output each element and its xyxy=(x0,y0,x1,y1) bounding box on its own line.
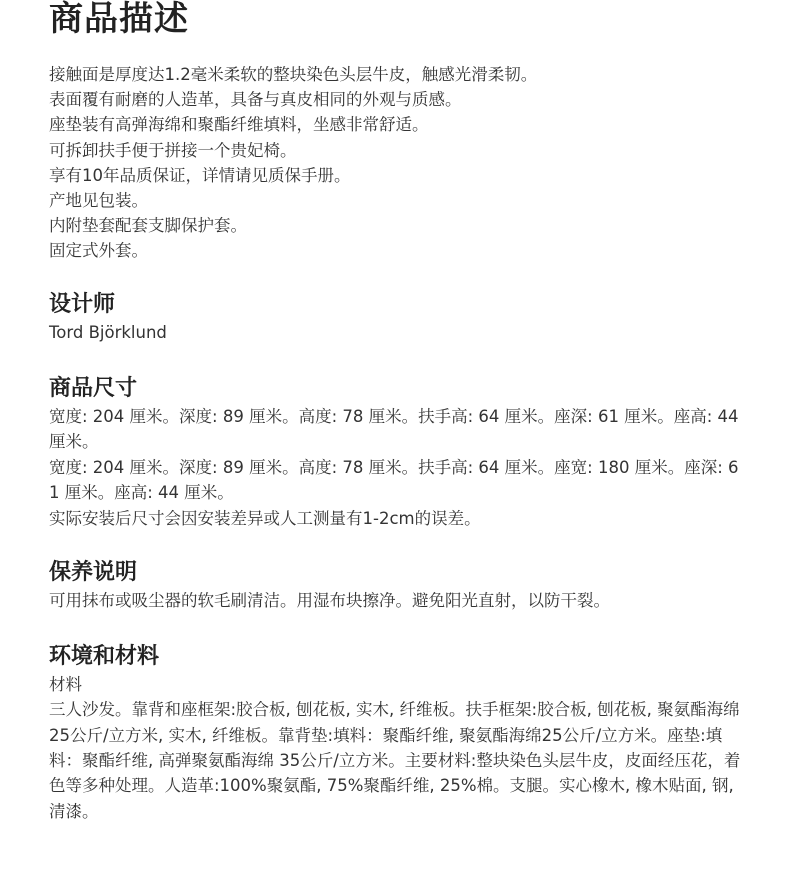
dimensions-entry: 宽度: 204 厘米。深度: 89 厘米。高度: 78 厘米。扶手高: 64 厘米。座深: 61 厘米。座高: 44 厘米。 xyxy=(49,407,739,452)
materials-subheading: 材料 xyxy=(49,675,82,694)
care-heading: 保养说明 xyxy=(49,560,138,585)
description-line: 接触面是厚度达1.2毫米柔软的整块染色头层牛皮，触感光滑柔韧。 xyxy=(49,65,538,84)
page-title: 商品描述 xyxy=(49,0,189,39)
description-line: 可拆卸扶手便于拼接一个贵妃椅。 xyxy=(49,140,297,160)
care-section xyxy=(49,558,744,613)
designer-heading: 设计师 xyxy=(49,292,116,317)
care-text: 可用抹布或吸尘器的软毛刷清洁。用湿布块擦净。避免阳光直射，以防干裂。 xyxy=(49,591,610,610)
description-line: 座垫装有高弹海绵和聚酯纤维填料，坐感非常舒适。 xyxy=(49,115,429,135)
dimensions-heading: 商品尺寸 xyxy=(49,376,138,401)
designer-section xyxy=(49,290,744,345)
dimensions-entry: 宽度: 204 厘米。深度: 89 厘米。高度: 78 厘米。扶手高: 64 厘米。座宽: 180 厘米。座深: 61 厘米。座高: 44 厘米。 xyxy=(49,457,739,503)
description-line: 表面覆有耐磨的人造革，具备与真皮相同的外观与质感。 xyxy=(49,90,462,110)
description-line: 固定式外套。 xyxy=(49,241,148,261)
materials-text: 三人沙发。靠背和座框架:胶合板, 刨花板, 实木, 纤维板。扶手框架:胶合板, 刨花板, 聚氨酯海绵25公斤/立方米, 实木, 纤维板。靠背垫:填料：聚酯纤维, 聚氨酯海绵25公斤/立方米。座垫:填料：聚酯纤维, 高弹聚氨酯海绵 35公斤/立方米。主要材料:整块染色头层牛皮，皮面经压花，着色等多种处理。人造革:100%聚氨酯, 75%聚酯纤维, 25%棉。支腿。实心橡木, 橡木贴面, 钢, 清漆。 xyxy=(49,700,741,821)
dimensions-section xyxy=(49,374,744,531)
dimensions-note: 实际安装后尺寸会因安装差异或人工测量有1-2cm的误差。 xyxy=(49,508,481,528)
description-list xyxy=(49,62,744,264)
description-line: 产地见包装。 xyxy=(49,191,148,211)
designer-name: Tord Björklund xyxy=(49,323,167,342)
description-line: 享有10年品质保证，详情请见质保手册。 xyxy=(49,165,351,185)
environment-heading: 环境和材料 xyxy=(49,644,160,669)
description-line: 内附垫套配套支脚保护套。 xyxy=(49,216,247,236)
environment-section xyxy=(49,642,744,824)
